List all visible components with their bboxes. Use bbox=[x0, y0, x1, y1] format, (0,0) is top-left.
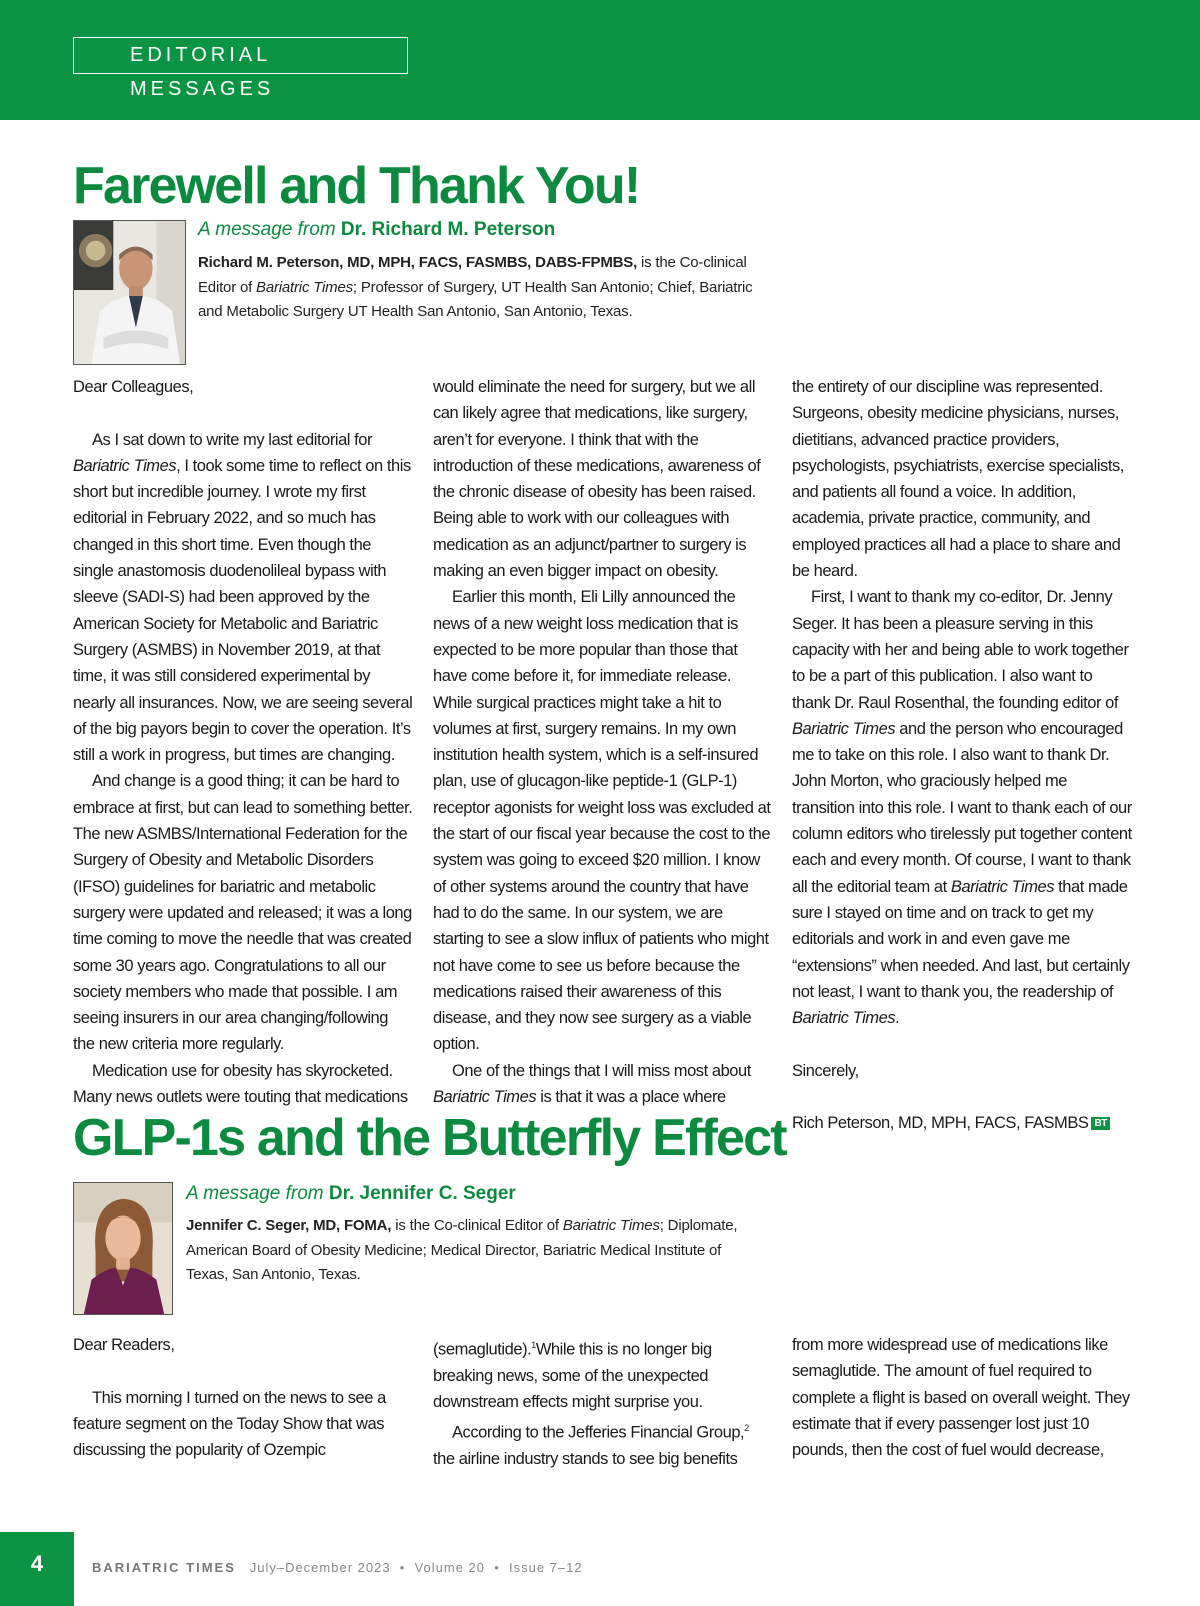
paragraph: First, I want to thank my co-editor, Dr. Jenny Seger. It has been a pleasure serving in this capacity with her and being able to work together to be a part of this publication. I also want to thank Dr. Raul Rosenthal, the founding editor of Bariatric Times and the person who encouraged me to take on this role. I also want to thank Dr. John Morton, who graciously helped me transition into this role. I want to thank each of our column editors who tirelessly put together content each and every month. Of course, I want to thank all the editorial team at Bariatric Times that made sure I stayed on time and on track to get my editorials and work in and even gave me “extensions” when needed. And last, but certainly not least, I want to thank you, the readership of Bariatric Times. bbox=[792, 588, 1132, 1028]
paragraph: (semaglutide).$^1$While this is no longer big breaking news, some of the unexpected downstream effects might surprise you. bbox=[433, 1340, 712, 1412]
paragraph: the entirety of our discipline was represented. Surgeons, obesity medicine physicians, nurses, dietitians, advanced practice providers, psychologists, psychiatrists, exercise specialists, and patients all found a voice. In addition, academia, private practice, community, and employed practices all had a place to share and be heard. bbox=[792, 378, 1124, 581]
bio-affiliations: ; Diplomate, American Board of Obesity Medicine; Medical Director, Bariatric Medical Institute of Texas, San Antonio, Texas. bbox=[186, 1217, 738, 1283]
author-photo-seger bbox=[73, 1182, 173, 1315]
article1-title: Farewell and Thank You! bbox=[73, 157, 640, 215]
issue-info: July–December 2023 • Volume 20 • Issue 7–12 bbox=[249, 1560, 583, 1575]
footer-info bbox=[92, 1560, 583, 1575]
paragraph: According to the Jefferies Financial Group,$^2$ the airline industry stands to see big benefits bbox=[433, 1423, 749, 1469]
article2-message-from bbox=[186, 1182, 516, 1206]
message-author: Dr. Jennifer C. Seger bbox=[328, 1183, 516, 1204]
magazine-name: BARIATRIC TIMES bbox=[92, 1560, 236, 1575]
bio-affiliations: ; Professor of Surgery, UT Health San Antonio; Chief, Bariatric and Metabolic Surgery UT Health San Antonio, San Antonio, Texas. bbox=[198, 278, 753, 320]
article2-title: GLP-1s and the Butterfly Effect bbox=[73, 1109, 786, 1167]
article1-column-3 bbox=[792, 374, 1132, 1137]
paragraph: And change is a good thing; it can be hard to embrace at first, but can lead to something better. The new ASMBS/International Federation for the Surgery of Obesity and Metabolic Disorders (IFSO) guidelines for bariatric and metabolic surgery were updated and released; it was a long time coming to move the needle that was created some 30 years ago. Congratulations to all our society members who made that possible. I am seeing insurers in our area changing/following the new criteria more regularly. bbox=[73, 772, 413, 1054]
citation-2: 2 bbox=[744, 1423, 749, 1434]
section-tag: EDITORIAL MESSAGES bbox=[73, 37, 408, 74]
bio-publication: Bariatric Times bbox=[256, 278, 353, 296]
end-mark-badge: BT bbox=[1091, 1117, 1109, 1130]
bio-name: Richard M. Peterson, MD, MPH, FACS, FASMBS, DABS-FPMBS, bbox=[198, 254, 638, 271]
article1-column-1 bbox=[73, 374, 413, 1110]
bio-publication: Bariatric Times bbox=[562, 1217, 660, 1234]
article1-message-from bbox=[198, 218, 555, 242]
author-photo-peterson bbox=[73, 220, 186, 365]
closing: Sincerely, bbox=[792, 1061, 859, 1080]
bio-name: Jennifer C. Seger, MD, FOMA, bbox=[186, 1217, 392, 1234]
article2-author-bio bbox=[186, 1214, 756, 1288]
article2-column-1 bbox=[73, 1332, 413, 1463]
bio-role: is the Co-clinical Editor of bbox=[395, 1217, 559, 1234]
paragraph: As I sat down to write my last editorial for Bariatric Times, I took some time to reflect on this short but incredible journey. I wrote my first editorial in February 2022, and so much has changed in this short time. Even though the single anastomosis duodenolileal bypass with sleeve (SADI-S) had been approved by the American Society for Metabolic and Bariatric Surgery (ASMBS) in November 2019, at that time, it was still considered experimental by nearly all insurances. Now, we are seeing several of the big payors begin to cover the operation. It’s still a work in progress, but times are changing. bbox=[73, 430, 413, 765]
page-number: 4 bbox=[30, 1551, 44, 1576]
paragraph: One of the things that I will miss most about Bariatric Times is that it was a place where bbox=[433, 1061, 751, 1107]
paragraph: from more widespread use of medications like semaglutide. The amount of fuel required to complete a flight is based on overall weight. They estimate that if every passenger lost just 10 pounds, then the cost of fuel would decrease, bbox=[792, 1336, 1130, 1460]
paragraph: would eliminate the need for surgery, but we all can likely agree that medications, like surgery, aren’t for everyone. I think that with the introduction of these medications, awareness of the chronic disease of obesity has been raised. Being able to work with our colleagues with medication as an adjunct/partner to surgery is making an even bigger impact on obesity. bbox=[433, 378, 761, 581]
paragraph: Medication use for obesity has skyrocketed. Many news outlets were touting that medications bbox=[73, 1061, 408, 1107]
paragraph: This morning I turned on the news to see a feature segment on the Today Show that was discussing the popularity of Ozempic bbox=[73, 1388, 386, 1460]
article2-column-3 bbox=[792, 1332, 1132, 1463]
signature: Rich Peterson, MD, MPH, FACS, FASMBS BT bbox=[792, 1110, 1132, 1136]
paragraph: Earlier this month, Eli Lilly announced the news of a new weight loss medication that is expected to be more popular than those that have come before it, for immediate release. While surgical practices might take a hit to volumes at first, surgery remains. In my own institution health system, which is a self-insured plan, use of glucagon-like peptide-1 (GLP-1) receptor agonists for weight loss was excluded at the start of our fiscal year because the cost to the system was going to exceed $20 million. I know of other systems around the country that have had to do the same. In our system, we are starting to see a slow influx of patients who might not have come to see us before because the medications raised their awareness of this disease, and they now see surgery as a viable option. bbox=[433, 588, 771, 1054]
salutation: Dear Readers, bbox=[73, 1336, 175, 1354]
article2-column-2 bbox=[433, 1332, 773, 1472]
article1-author-bio bbox=[198, 251, 758, 325]
article1-column-2 bbox=[433, 374, 773, 1110]
salutation: Dear Colleagues, bbox=[73, 378, 194, 396]
message-author: Dr. Richard M. Peterson bbox=[340, 219, 556, 240]
citation-1: 1 bbox=[531, 1340, 536, 1350]
message-lead: A message from bbox=[198, 219, 336, 240]
bio-role: is the Co-clinical Editor of bbox=[198, 254, 747, 296]
message-lead: A message from bbox=[186, 1183, 324, 1204]
